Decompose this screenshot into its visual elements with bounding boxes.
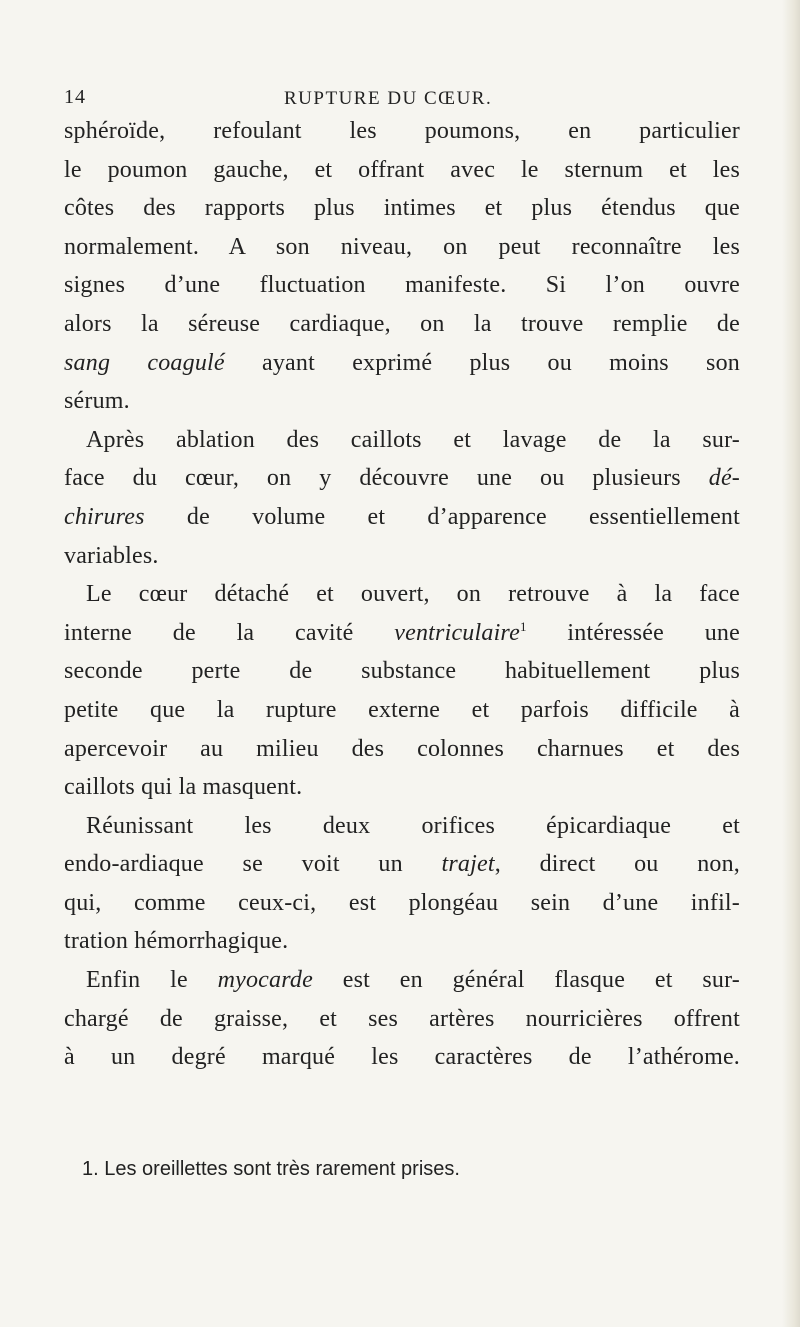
- text-line: Enfin le myocarde est en général flasque et sur-: [86, 967, 740, 994]
- text-line: variables.: [64, 542, 159, 569]
- running-head: RUPTURE DU CŒUR.: [284, 88, 493, 109]
- text-line: apercevoir au milieu des colonnes charnues et des: [64, 735, 740, 762]
- text-line: chirures de volume et d’apparence essentiellement: [64, 503, 740, 530]
- text-line: sphéroïde, refoulant les poumons, en particulier: [64, 118, 740, 144]
- text-line: côtes des rapports plus intimes et plus étendus que: [64, 195, 740, 222]
- text-line: qui, comme ceux-ci, est plongéau sein d’une infil-: [64, 889, 740, 916]
- italic-term: trajet: [441, 851, 495, 878]
- text-line: Réunissant les deux orifices épicardiaque et: [86, 812, 740, 839]
- text-line: Le cœur détaché et ouvert, on retrouve à la face: [86, 581, 740, 608]
- text-line: petite que la rupture externe et parfois difficile à: [64, 696, 740, 723]
- text-line: seconde perte de substance habituellement plus: [64, 658, 740, 685]
- text-line: signes d’une fluctuation manifeste. Si l’on ouvre: [64, 272, 740, 299]
- text-line: sang coagulé ayant exprimé plus ou moins son: [64, 349, 740, 376]
- footnote-marker: 1: [519, 618, 527, 634]
- page-number: 14: [64, 86, 86, 108]
- text-line: interne de la cavité ventriculaire$^1$ intéressée une: [64, 618, 740, 646]
- italic-term: ventriculaire: [394, 619, 520, 646]
- text-line: caillots qui la masquent.: [64, 774, 303, 801]
- text-line: à un degré marqué les caractères de l’athérome.: [64, 1044, 740, 1071]
- italic-term: dé-: [708, 465, 740, 492]
- body-text: [64, 112, 740, 1077]
- text-line: alors la séreuse cardiaque, on la trouve remplie de: [64, 310, 740, 337]
- italic-term: myocarde: [217, 967, 313, 994]
- text-line: chargé de graisse, et ses artères nourricières offrent: [64, 1005, 740, 1032]
- text-line: tration hémorrhagique.: [64, 928, 289, 955]
- text-line: endo-ardiaque se voit un trajet, direct ou non,: [64, 851, 740, 878]
- page-edge: [782, 0, 800, 1327]
- text-line: sérum.: [64, 388, 130, 415]
- italic-term: chirures: [64, 503, 145, 530]
- text-line: normalement. A son niveau, on peut reconnaître les: [64, 233, 740, 260]
- text-line: face du cœur, on y découvre une ou plusieurs dé-: [64, 465, 740, 492]
- text-line: le poumon gauche, et offrant avec le sternum et les: [64, 156, 740, 183]
- text-line: Après ablation des caillots et lavage de la sur-: [86, 426, 740, 453]
- italic-term: sang coagulé: [64, 349, 225, 376]
- footnote: 1. Les oreillettes sont très rarement prises.: [82, 1158, 460, 1180]
